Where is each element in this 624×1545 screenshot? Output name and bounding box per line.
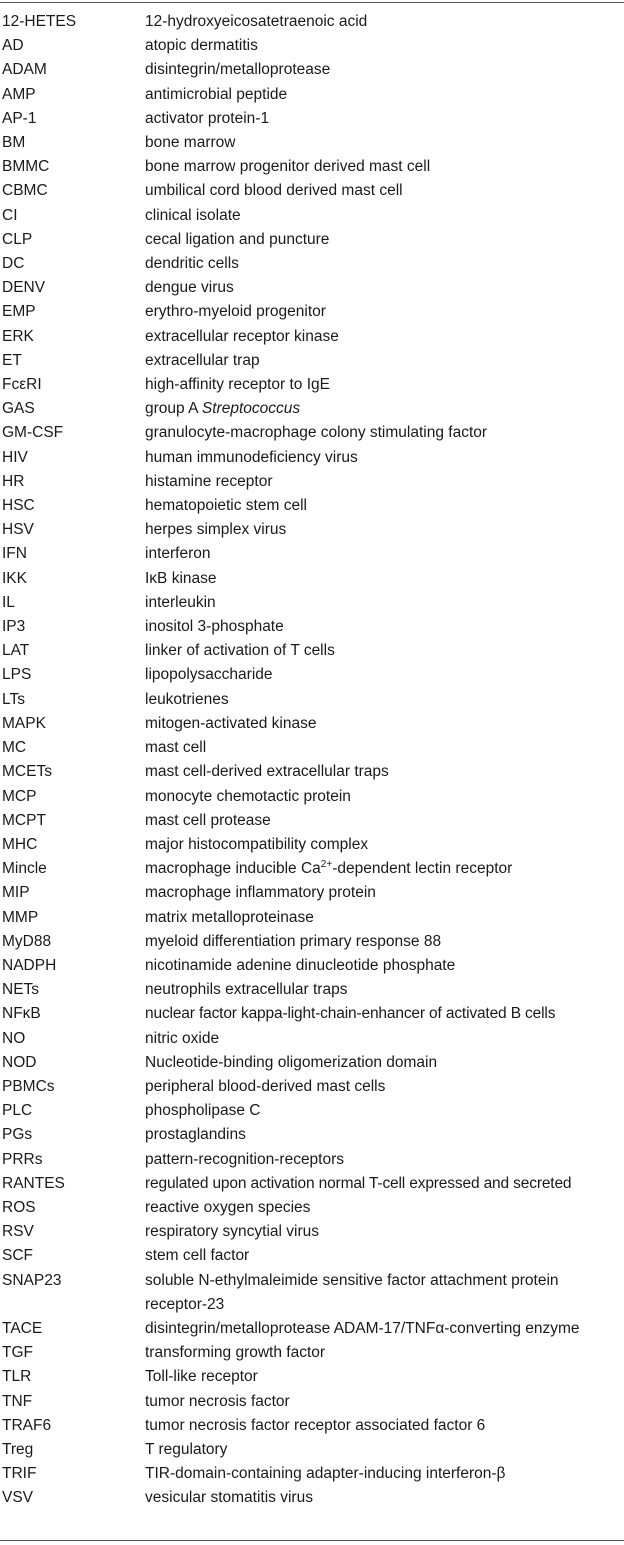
definition-text: major histocompatibility complex xyxy=(145,835,369,853)
table-row xyxy=(0,978,624,1002)
definition-cell xyxy=(145,252,624,276)
definition-cell xyxy=(145,542,624,566)
definition-text: prostaglandins xyxy=(145,1126,246,1144)
definition-text: respiratory syncytial virus xyxy=(145,1223,319,1241)
definition-text: granulocyte-macrophage colony stimulating factor xyxy=(145,424,488,442)
table-row xyxy=(0,930,624,954)
definition-text: disintegrin/metalloprotease xyxy=(145,61,331,79)
table-row xyxy=(0,1075,624,1099)
definition-cell xyxy=(145,615,624,639)
abbreviation-cell: DC xyxy=(2,255,25,273)
table-row xyxy=(0,155,624,179)
table-row xyxy=(0,833,624,857)
definition-cell xyxy=(145,639,624,663)
abbreviation-cell: BM xyxy=(2,134,26,152)
abbreviation-cell: MCP xyxy=(2,787,37,805)
table-row xyxy=(0,518,624,542)
abbreviation-cell: NETs xyxy=(2,981,40,999)
definition-cell xyxy=(145,567,624,591)
definition-superscript: 2+ xyxy=(320,859,333,871)
definition-text: peripheral blood-derived mast cells xyxy=(145,1077,386,1095)
definition-text: regulated upon activation normal T-cell expressed and secreted xyxy=(145,1174,572,1192)
definition-cell xyxy=(145,954,624,978)
definition-text: nitric oxide xyxy=(145,1029,220,1047)
definition-cell xyxy=(145,494,624,518)
table-row xyxy=(0,1002,624,1026)
abbreviation-cell: LPS xyxy=(2,666,32,684)
definition-text: mast cell xyxy=(145,739,207,757)
definition-cell xyxy=(145,204,624,228)
definition-text: 12-hydroxyeicosatetraenoic acid xyxy=(145,13,368,30)
abbreviation-cell: HSV xyxy=(2,521,34,539)
table-row xyxy=(0,639,624,663)
definition-cell xyxy=(145,228,624,252)
abbreviation-cell: PRRs xyxy=(2,1150,43,1168)
definition-text: extracellular trap xyxy=(145,351,260,369)
abbreviation-cell: AD xyxy=(2,37,24,55)
abbreviation-cell: CLP xyxy=(2,230,33,248)
definition-cell xyxy=(145,1099,624,1123)
definition-text: reactive oxygen species xyxy=(145,1198,311,1216)
definition-cell xyxy=(145,736,624,760)
definition-text: cecal ligation and puncture xyxy=(145,230,330,248)
definition-cell xyxy=(145,1002,624,1026)
abbreviation-cell: TLR xyxy=(2,1368,32,1386)
table-row xyxy=(0,809,624,833)
abbreviation-cell: NOD xyxy=(2,1053,37,1071)
abbreviation-cell: Mincle xyxy=(2,860,47,878)
definition-text: soluble N-ethylmaleimide sensitive factor attachment protein receptor-23 xyxy=(145,1271,559,1313)
definition-cell xyxy=(145,881,624,905)
abbreviation-cell: TGF xyxy=(2,1344,33,1362)
definition-text: interleukin xyxy=(145,593,216,611)
definition-cell xyxy=(145,1196,624,1220)
definition-cell xyxy=(145,155,624,179)
definition-text: hematopoietic stem cell xyxy=(145,497,307,515)
definition-cell xyxy=(145,131,624,155)
table-row xyxy=(0,34,624,58)
definition-text: mast cell-derived extracellular traps xyxy=(145,763,389,781)
abbreviation-cell: MyD88 xyxy=(2,932,52,950)
definition-cell xyxy=(145,300,624,324)
table-row xyxy=(0,300,624,324)
table-row xyxy=(0,1414,624,1438)
definition-cell xyxy=(145,34,624,58)
definition-text: macrophage inducible Ca xyxy=(145,860,321,878)
definition-cell xyxy=(145,518,624,542)
definition-text: linker of activation of T cells xyxy=(145,642,335,660)
abbreviation-cell: ADAM xyxy=(2,61,47,79)
definition-text: antimicrobial peptide xyxy=(145,85,288,103)
abbreviation-cell: NFκB xyxy=(2,1005,41,1023)
definition-cell xyxy=(145,833,624,857)
definition-text: high-affinity receptor to IgE xyxy=(145,376,330,394)
definition-text-continued: -dependent lectin receptor xyxy=(332,860,513,878)
definition-cell xyxy=(145,1244,624,1268)
table-top-rule xyxy=(0,2,624,3)
table-row xyxy=(0,1486,624,1510)
definition-cell xyxy=(145,930,624,954)
definition-text: interferon xyxy=(145,545,211,563)
table-row xyxy=(0,1051,624,1075)
definition-italic-text: Streptococcus xyxy=(201,400,301,418)
definition-text: extracellular receptor kinase xyxy=(145,327,339,345)
abbreviation-cell: MMP xyxy=(2,908,39,926)
definition-text: herpes simplex virus xyxy=(145,521,287,539)
definition-cell xyxy=(145,470,624,494)
abbreviation-cell: GM-CSF xyxy=(2,424,64,442)
table-row xyxy=(0,542,624,566)
table-row xyxy=(0,1462,624,1486)
abbreviation-cell: NO xyxy=(2,1029,26,1047)
abbreviation-cell: TRIF xyxy=(2,1465,37,1483)
table-row xyxy=(0,276,624,300)
table-row xyxy=(0,228,624,252)
definition-text: nuclear factor kappa-light-chain-enhancer of activated B cells xyxy=(145,1005,556,1023)
table-row xyxy=(0,1196,624,1220)
definition-cell xyxy=(145,1123,624,1147)
abbreviation-cell: PLC xyxy=(2,1102,33,1120)
definition-cell xyxy=(145,446,624,470)
definition-cell xyxy=(145,58,624,82)
definition-cell xyxy=(145,10,624,34)
definition-cell xyxy=(145,107,624,131)
definition-text: matrix metalloproteinase xyxy=(145,908,314,926)
table-row xyxy=(0,1027,624,1051)
table-row xyxy=(0,712,624,736)
definition-cell xyxy=(145,421,624,445)
abbreviation-cell: RANTES xyxy=(2,1174,65,1192)
abbreviation-cell: EMP xyxy=(2,303,36,321)
abbreviations-table xyxy=(0,10,624,1511)
abbreviation-cell: AMP xyxy=(2,85,36,103)
definition-cell xyxy=(145,978,624,1002)
table-row xyxy=(0,567,624,591)
table-row xyxy=(0,446,624,470)
abbreviation-cell: ERK xyxy=(2,327,34,345)
definition-cell xyxy=(145,1220,624,1244)
definition-text: dendritic cells xyxy=(145,255,239,273)
definition-cell xyxy=(145,373,624,397)
definition-text: bone marrow xyxy=(145,134,236,152)
abbreviation-cell: MCPT xyxy=(2,811,46,829)
table-row xyxy=(0,663,624,687)
definition-text: erythro-myeloid progenitor xyxy=(145,303,326,321)
definition-cell xyxy=(145,785,624,809)
abbreviation-cell: MCETs xyxy=(2,763,52,781)
definition-cell xyxy=(145,663,624,687)
definition-cell xyxy=(145,591,624,615)
table-row xyxy=(0,1317,624,1341)
abbreviation-cell: HR xyxy=(2,472,25,490)
table-row xyxy=(0,906,624,930)
table-row xyxy=(0,591,624,615)
definition-text: mitogen-activated kinase xyxy=(145,714,317,732)
definition-text: myeloid differentiation primary response 88 xyxy=(145,932,442,950)
abbreviation-cell: SNAP23 xyxy=(2,1271,62,1289)
abbreviation-cell: HSC xyxy=(2,497,35,515)
abbreviation-cell: CBMC xyxy=(2,182,48,200)
table-row xyxy=(0,58,624,82)
definition-text: phospholipase C xyxy=(145,1102,261,1120)
abbreviation-cell: NADPH xyxy=(2,956,57,974)
abbreviation-cell: AP-1 xyxy=(2,109,37,127)
table-row xyxy=(0,10,624,34)
definition-text: histamine receptor xyxy=(145,472,273,490)
abbreviation-cell: IL xyxy=(2,593,15,611)
table-row xyxy=(0,179,624,203)
abbreviation-cell: RSV xyxy=(2,1223,34,1241)
definition-cell xyxy=(145,349,624,373)
table-row xyxy=(0,397,624,421)
definition-text: leukotrienes xyxy=(145,690,229,708)
definition-cell xyxy=(145,1365,624,1389)
definition-text: tumor necrosis factor receptor associated factor 6 xyxy=(145,1416,486,1434)
table-row xyxy=(0,1341,624,1365)
definition-text: pattern-recognition-receptors xyxy=(145,1150,345,1168)
definition-cell xyxy=(145,276,624,300)
definition-cell xyxy=(145,688,624,712)
definition-text: stem cell factor xyxy=(145,1247,250,1265)
definition-cell xyxy=(145,1390,624,1414)
table-row xyxy=(0,252,624,276)
definition-text: TIR-domain-containing adapter-inducing interferon-β xyxy=(145,1465,506,1483)
definition-text: macrophage inflammatory protein xyxy=(145,884,376,902)
table-row xyxy=(0,83,624,107)
definition-cell xyxy=(145,1438,624,1462)
definition-text: nicotinamide adenine dinucleotide phosphate xyxy=(145,956,456,974)
definition-text: human immunodeficiency virus xyxy=(145,448,358,466)
table-row xyxy=(0,954,624,978)
table-row xyxy=(0,1148,624,1172)
table-row xyxy=(0,688,624,712)
definition-cell xyxy=(145,1148,624,1172)
definition-cell xyxy=(145,1027,624,1051)
definition-cell xyxy=(145,1317,624,1341)
definition-cell xyxy=(145,397,624,421)
table-row xyxy=(0,785,624,809)
table-row xyxy=(0,494,624,518)
definition-text: Nucleotide-binding oligomerization domain xyxy=(145,1053,438,1071)
definition-text: inositol 3-phosphate xyxy=(145,618,284,636)
table-row xyxy=(0,373,624,397)
definition-text: disintegrin/metalloprotease ADAM-17/TNFα-converting enzyme xyxy=(145,1319,580,1337)
definition-text: group A xyxy=(145,400,202,418)
definition-text: Toll-like receptor xyxy=(145,1368,258,1386)
table-row xyxy=(0,1244,624,1268)
table-row xyxy=(0,349,624,373)
definition-text: activator protein-1 xyxy=(145,109,270,127)
abbreviation-cell: FcεRI xyxy=(2,376,42,394)
abbreviation-cell: PBMCs xyxy=(2,1077,55,1095)
definition-text: clinical isolate xyxy=(145,206,241,224)
table-row xyxy=(0,107,624,131)
definition-cell xyxy=(145,325,624,349)
table-row xyxy=(0,421,624,445)
abbreviation-cell: TRAF6 xyxy=(2,1416,52,1434)
abbreviation-cell: ET xyxy=(2,351,22,369)
table-row xyxy=(0,1269,624,1317)
table-row xyxy=(0,1099,624,1123)
abbreviation-cell: DENV xyxy=(2,279,46,297)
table-row xyxy=(0,131,624,155)
definition-text: mast cell protease xyxy=(145,811,271,829)
abbreviation-cell: HIV xyxy=(2,448,28,466)
table-row xyxy=(0,857,624,881)
definition-text: IκB kinase xyxy=(145,569,217,587)
definition-text: bone marrow progenitor derived mast cell xyxy=(145,158,431,176)
definition-text: transforming growth factor xyxy=(145,1344,326,1362)
table-row xyxy=(0,881,624,905)
abbreviation-cell: IP3 xyxy=(2,618,26,636)
abbreviation-cell: VSV xyxy=(2,1489,34,1507)
definition-text: neutrophils extracellular traps xyxy=(145,981,348,999)
table-row xyxy=(0,204,624,228)
abbreviation-cell: Treg xyxy=(2,1440,34,1458)
abbreviation-cell: GAS xyxy=(2,400,35,418)
definition-cell xyxy=(145,809,624,833)
abbreviation-cell: BMMC xyxy=(2,158,50,176)
table-row xyxy=(0,470,624,494)
abbreviation-cell: TACE xyxy=(2,1319,43,1337)
table-row xyxy=(0,1172,624,1196)
definition-cell xyxy=(145,1486,624,1510)
abbreviation-cell: LTs xyxy=(2,690,25,708)
abbreviation-cell: MIP xyxy=(2,884,30,902)
abbreviation-cell: IFN xyxy=(2,545,27,563)
abbreviation-cell: IKK xyxy=(2,569,27,587)
table-row xyxy=(0,325,624,349)
table-row xyxy=(0,615,624,639)
abbreviation-cell: LAT xyxy=(2,642,30,660)
definition-text: monocyte chemotactic protein xyxy=(145,787,351,805)
table-bottom-rule xyxy=(0,1540,624,1541)
table-row xyxy=(0,1390,624,1414)
definition-cell xyxy=(145,857,624,881)
table-row xyxy=(0,1123,624,1147)
definition-text: umbilical cord blood derived mast cell xyxy=(145,182,403,200)
abbreviation-cell: SCF xyxy=(2,1247,33,1265)
abbreviation-cell: MAPK xyxy=(2,714,46,732)
definition-cell xyxy=(145,1462,624,1486)
definition-cell xyxy=(145,1341,624,1365)
definition-cell xyxy=(145,1051,624,1075)
definition-cell xyxy=(145,1172,624,1196)
definition-cell xyxy=(145,179,624,203)
abbreviation-cell: MC xyxy=(2,739,27,757)
abbreviation-cell: 12-HETES xyxy=(2,13,77,30)
definition-text: tumor necrosis factor xyxy=(145,1392,290,1410)
definition-cell xyxy=(145,1269,624,1317)
definition-cell xyxy=(145,1414,624,1438)
abbreviation-cell: TNF xyxy=(2,1392,33,1410)
definition-cell xyxy=(145,712,624,736)
definition-text: atopic dermatitis xyxy=(145,37,258,55)
definition-text: dengue virus xyxy=(145,279,234,297)
definition-text: vesicular stomatitis virus xyxy=(145,1489,313,1507)
definition-cell xyxy=(145,760,624,784)
table-row xyxy=(0,1220,624,1244)
abbreviation-cell: PGs xyxy=(2,1126,33,1144)
definition-cell xyxy=(145,906,624,930)
definition-text: T regulatory xyxy=(145,1440,228,1458)
table-row xyxy=(0,736,624,760)
abbreviation-cell: CI xyxy=(2,206,18,224)
abbreviation-cell: MHC xyxy=(2,835,38,853)
table-row xyxy=(0,1365,624,1389)
table-row xyxy=(0,1438,624,1462)
definition-cell xyxy=(145,83,624,107)
definition-cell xyxy=(145,1075,624,1099)
abbreviation-cell: ROS xyxy=(2,1198,36,1216)
table-row xyxy=(0,760,624,784)
definition-text: lipopolysaccharide xyxy=(145,666,273,684)
